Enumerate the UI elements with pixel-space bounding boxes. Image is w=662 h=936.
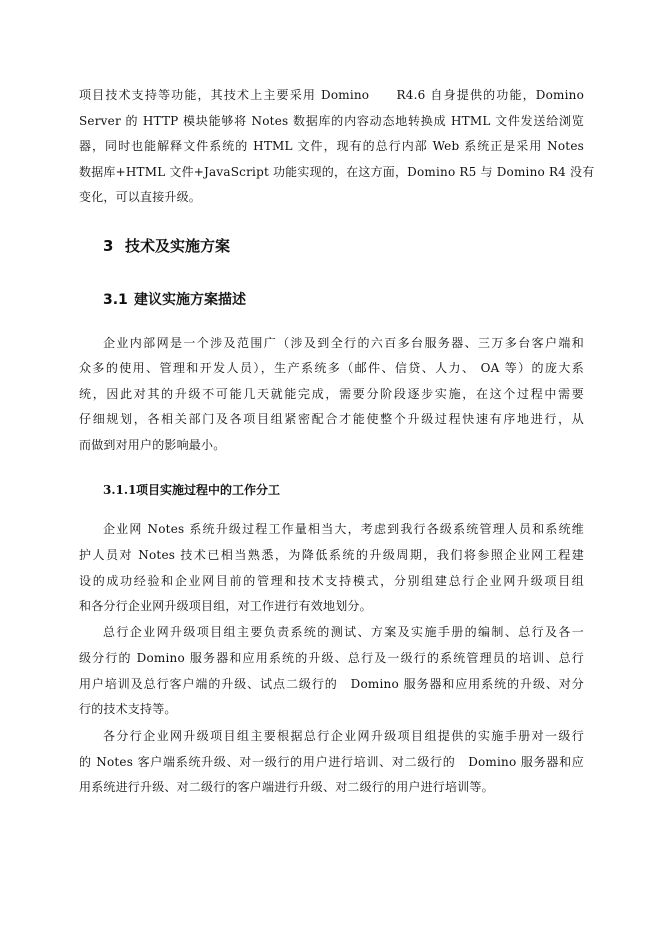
text-line: 器，同时也能解释文件系统的 HTML 文件，现有的总行内部 Web 系统正是采用 Notes bbox=[79, 139, 584, 153]
text-line: 而做到对用户的影响最小。 bbox=[79, 438, 226, 452]
text-line: 的 Notes 客户端系统升级、对一级行的用户进行培训、对二级行的 Domino 服务器和应 bbox=[79, 755, 584, 769]
text-line: 总行企业网升级项目组主要负责系统的测试、方案及实施手册的编制、总行及各一 bbox=[103, 625, 584, 639]
text-line: 企业网 Notes 系统升级过程工作量相当大，考虑到我行各级系统管理人员和系统维 bbox=[103, 522, 584, 536]
text-line: 行的技术支持等。 bbox=[79, 702, 177, 716]
text-line: 项目技术支持等功能，其技术上主要采用 Domino R4.6 自身提供的功能，Domino bbox=[79, 88, 584, 102]
text-line: 仔细规划，各相关部门及各项目组紧密配合才能使整个升级过程快速有序地进行，从 bbox=[79, 412, 584, 426]
section-heading-3 bbox=[103, 236, 230, 256]
text-line: Server 的 HTTP 模块能够将 Notes 数据库的内容动态地转换成 HTML 文件发送给浏览 bbox=[79, 114, 584, 128]
section-number: 3.1.1 bbox=[103, 483, 137, 497]
text-line: 变化，可以直接升级。 bbox=[79, 190, 202, 204]
text-line: 和各分行企业网升级项目组，对工作进行有效地划分。 bbox=[79, 599, 372, 613]
text-line: 设的成功经验和企业网目前的管理和技术支持模式，分别组建总行企业网升级项目组 bbox=[79, 574, 584, 588]
text-line: 企业内部网是一个涉及范围广（涉及到全行的六百多台服务器、三万多台客户端和 bbox=[103, 336, 584, 350]
text-line: 护人员对 Notes 技术已相当熟悉，为降低系统的升级周期，我们将参照企业网工程建 bbox=[79, 548, 584, 562]
text-line: 各分行企业网升级项目组主要根据总行企业网升级项目组提供的实施手册对一级行 bbox=[103, 729, 584, 743]
text-line: 级分行的 Domino 服务器和应用系统的升级、总行及一级行的系统管理员的培训、总行 bbox=[79, 651, 584, 665]
text-line: 众多的使用、管理和开发人员），生产系统多（邮件、信贷、人力、 OA 等）的庞大系 bbox=[79, 361, 584, 375]
section-title: 项目实施过程中的工作分工 bbox=[136, 483, 281, 497]
section-heading-3-1-1 bbox=[103, 481, 280, 499]
text-line: 用户培训及总行客户端的升级、试点二级行的 Domino 服务器和应用系统的升级、对分 bbox=[79, 677, 584, 691]
section-heading-3-1 bbox=[103, 290, 246, 310]
section-number: 3 bbox=[103, 237, 114, 255]
section-title: 技术及实施方案 bbox=[125, 237, 231, 255]
section-number: 3.1 bbox=[103, 292, 128, 308]
text-line: 用系统进行升级、对二级行的客户端进行升级、对二级行的用户进行培训等。 bbox=[79, 780, 494, 794]
text-line: 统，因此对其的升级不可能几天就能完成，需要分阶段逐步实施，在这个过程中需要 bbox=[79, 387, 584, 401]
section-title: 建议实施方案描述 bbox=[134, 292, 246, 308]
text-line: 数据库+HTML 文件+JavaScript 功能实现的，在这方面，Domino R5 与 Domino R4 没有 bbox=[79, 165, 595, 179]
